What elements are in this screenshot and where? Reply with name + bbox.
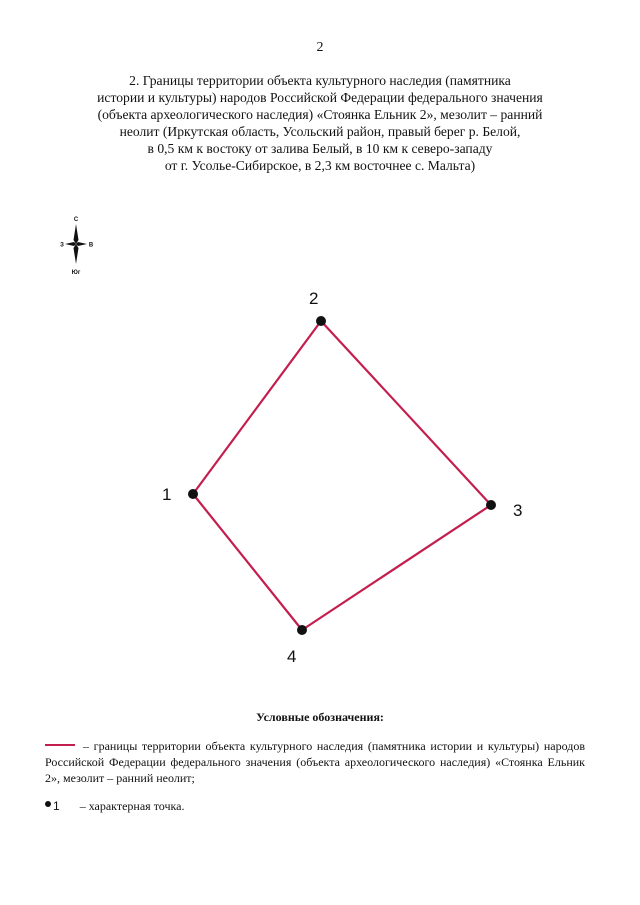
legend-title: Условные обозначения: [256, 710, 384, 724]
legend-boundary-text: – границы территории объекта культурного наследия (памятника истории и культуры) народов Российской Федерации федерального значения (объекта археологического наследия) «Стоянка Ельник 2», мезолит – ранний неолит; [45, 739, 585, 785]
point-label-4: 4 [287, 647, 297, 666]
page-number: 2 [316, 40, 324, 55]
legend-boundary-entry [45, 738, 585, 786]
legend-point-sample-label: 1 [53, 799, 60, 813]
legend-boundary-swatch [45, 744, 75, 746]
title-line: 2. Границы территории объекта культурного наследия (памятника [129, 73, 511, 88]
title-line: неолит (Иркутская область, Усольский район, правый берег р. Белой, [119, 124, 521, 139]
point-marker-1 [188, 489, 198, 499]
point-label-3: 3 [513, 501, 523, 520]
point-marker-4 [297, 625, 307, 635]
legend-point-dot-icon [45, 801, 51, 807]
title-line: истории и культуры) народов Российской Федерации федерального значения [97, 90, 543, 105]
title-line: от г. Усолье-Сибирское, в 2,3 км восточнее с. Мальта) [164, 158, 476, 173]
point-marker-3 [486, 500, 496, 510]
compass-south-label: Юг [71, 270, 81, 276]
point-label-1: 1 [162, 485, 172, 504]
point-label-2: 2 [309, 289, 319, 308]
compass-west-label: З [60, 242, 64, 249]
compass-east-label: В [88, 242, 94, 249]
compass-north-label: С [73, 217, 79, 223]
point-marker-2 [316, 316, 326, 326]
legend-point-text: – характерная точка. [79, 799, 185, 813]
title-line: в 0,5 км к востоку от залива Белый, в 10 км к северо-западу [147, 141, 493, 156]
legend-point-entry [45, 798, 585, 814]
title-line: (объекта археологического наследия) «Стоянка Ельник 2», мезолит – ранний [97, 107, 543, 122]
territory-boundary-line [193, 321, 491, 630]
